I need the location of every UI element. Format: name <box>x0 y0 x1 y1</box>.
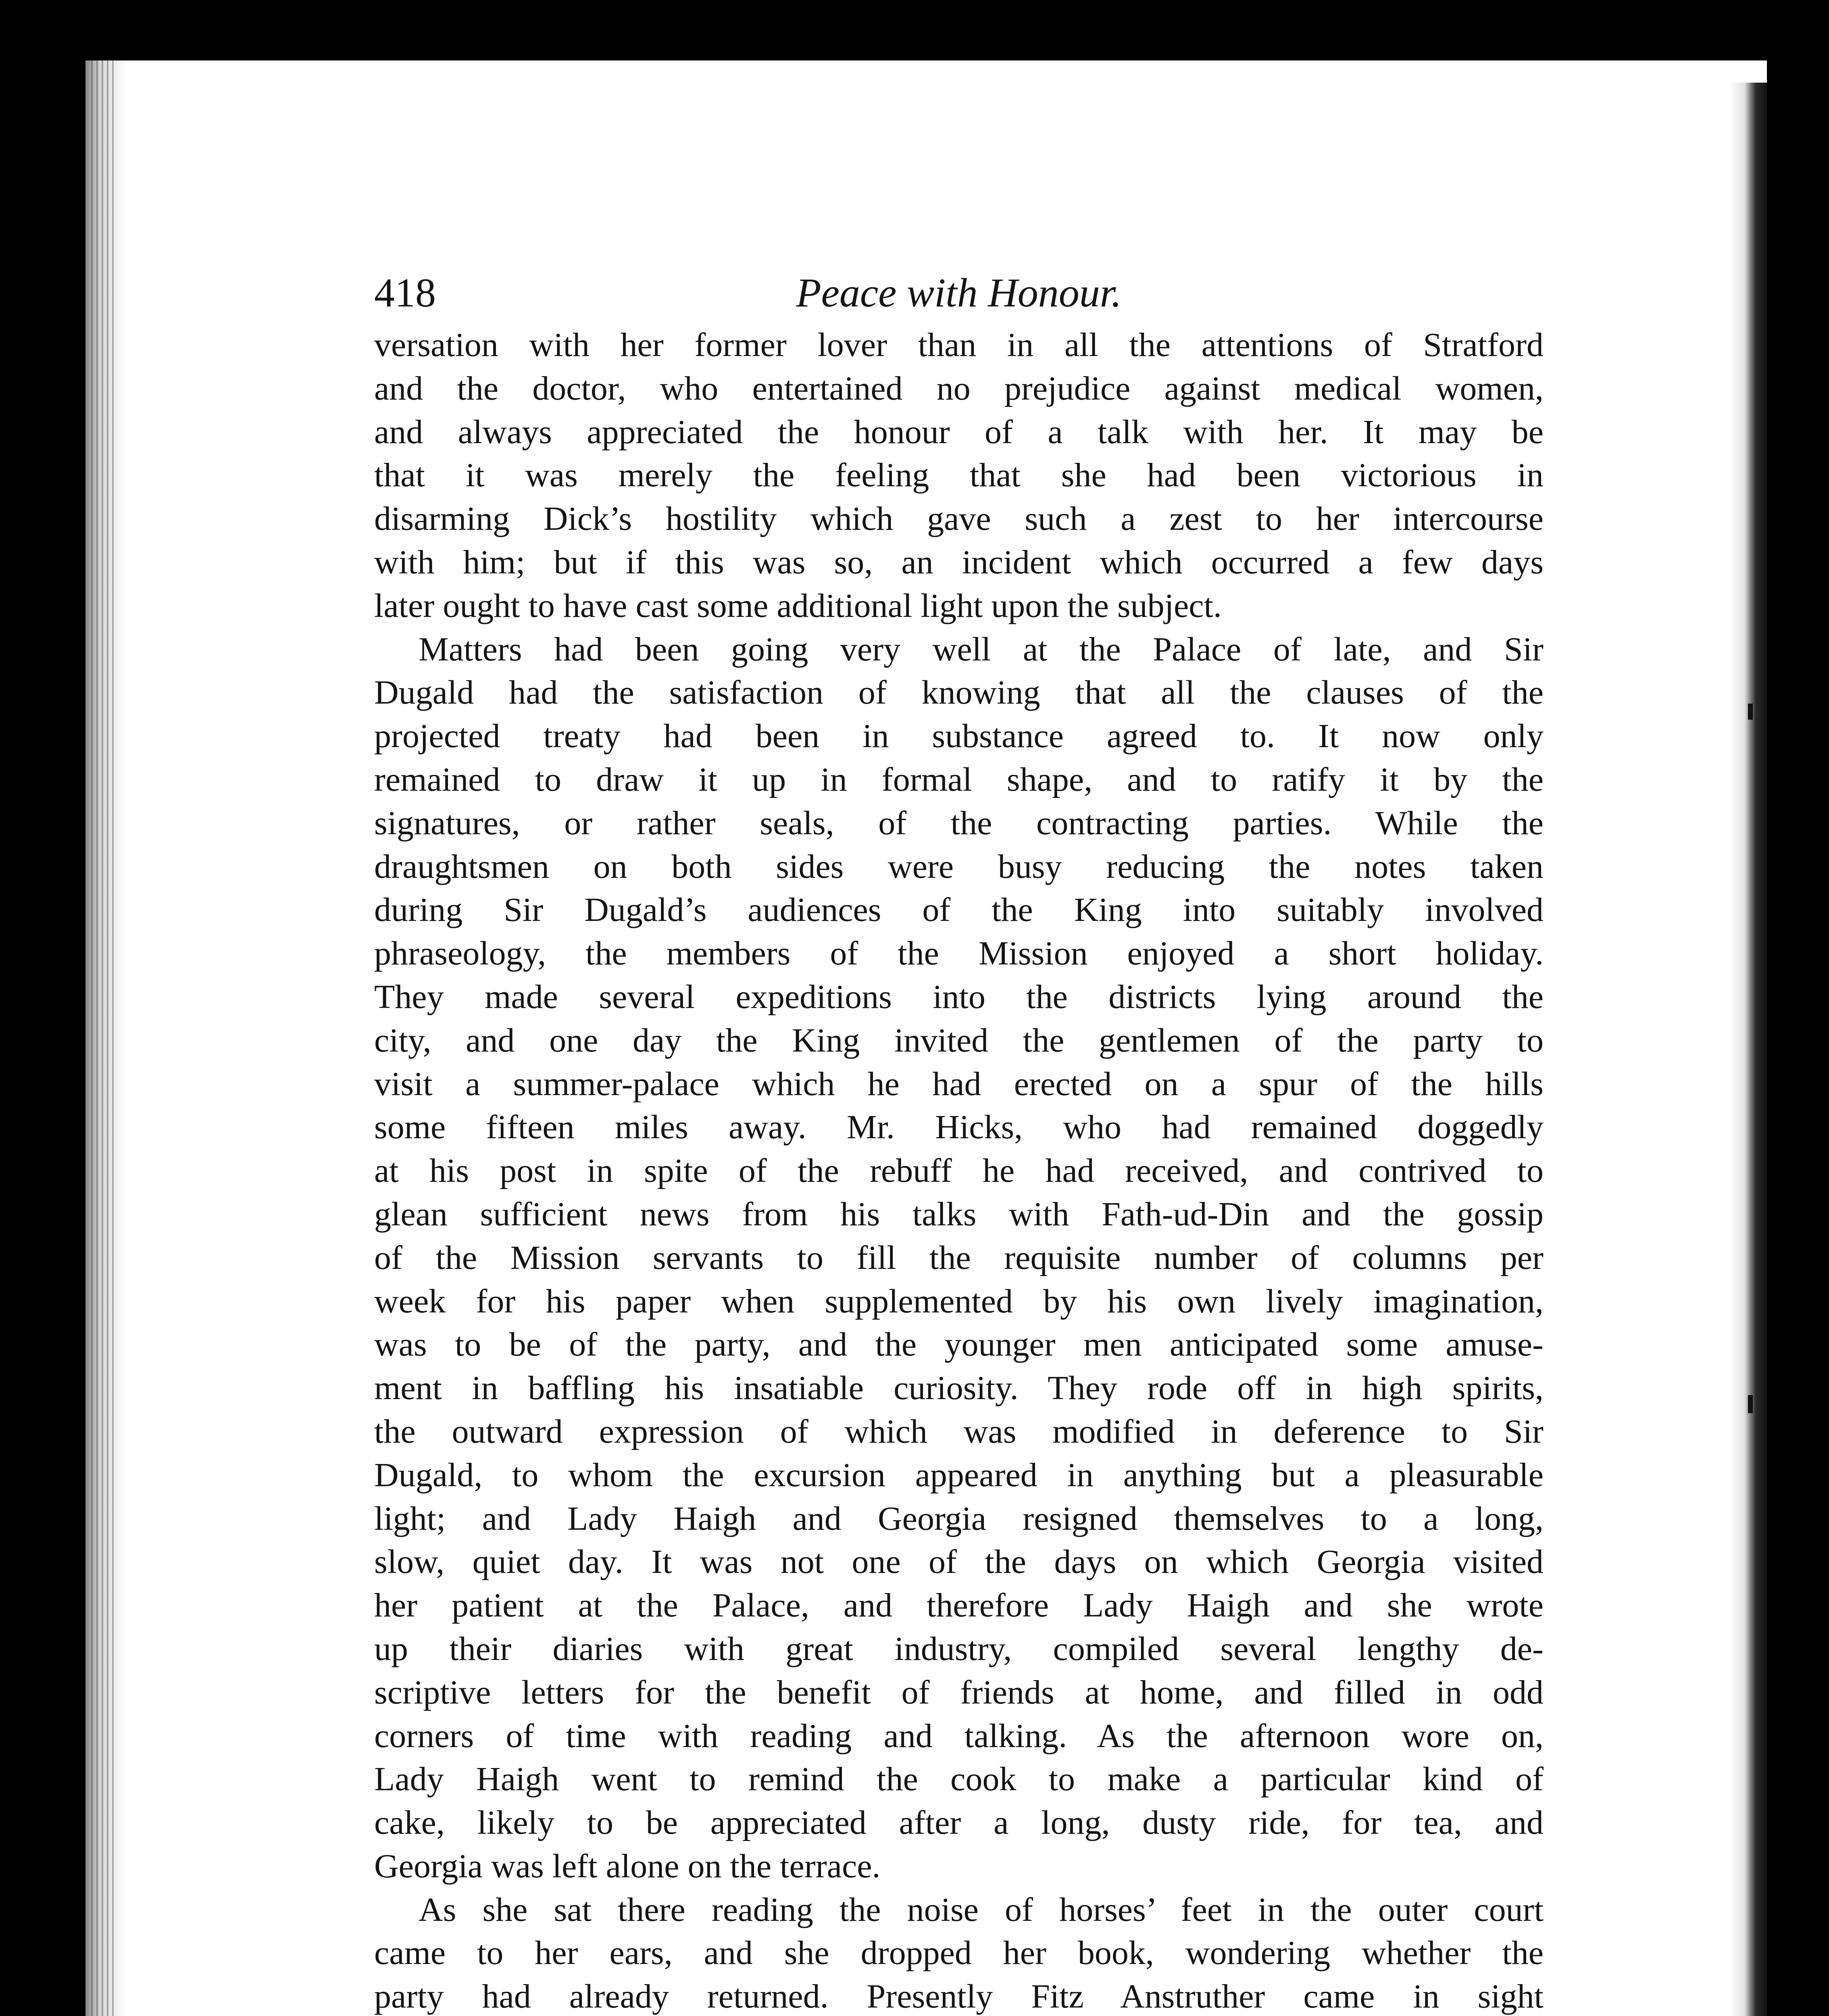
text-line: some fifteen miles away. Mr. Hicks, who had remained doggedly <box>374 1108 1544 1146</box>
page-fore-edge <box>1730 83 1767 2016</box>
text-line: remained to draw it up in formal shape, and to ratify it by the <box>374 760 1544 798</box>
text-line: at his post in spite of the rebuff he had received, and contrived to <box>374 1152 1544 1190</box>
text-line: light; and Lady Haigh and Georgia resigned themselves to a long, <box>374 1500 1544 1537</box>
text-line: and the doctor, who entertained no prejudice against medical women, <box>374 369 1544 407</box>
text-line: Dugald, to whom the excursion appeared in anything but a pleasurable <box>374 1456 1544 1494</box>
text-line: visit a summer-palace which he had erected on a spur of the hills <box>374 1065 1544 1103</box>
text-line: ment in baffling his insatiable curiosity. They rode off in high spirits, <box>374 1369 1544 1407</box>
text-line: party had already returned. Presently Fitz Anstruther came in sight <box>374 1978 1544 2016</box>
text-line: Matters had been going very well at the Palace of late, and Sir <box>419 630 1544 668</box>
text-line: of the Mission servants to fill the requisite number of columns per <box>374 1239 1544 1277</box>
text-line: and always appreciated the honour of a talk with her. It may be <box>374 413 1544 451</box>
text-line: Georgia was left alone on the terrace. <box>374 1847 881 1885</box>
text-line: cake, likely to be appreciated after a long, dusty ride, for tea, and <box>374 1804 1544 1842</box>
text-line: They made several expeditions into the districts lying around the <box>374 978 1544 1016</box>
text-line: phraseology, the members of the Mission enjoyed a short holiday. <box>374 935 1544 973</box>
text-line: versation with her former lover than in all the attentions of Stratford <box>374 326 1544 364</box>
text-line: up their diaries with great industry, compiled several lengthy de- <box>374 1630 1544 1668</box>
fore-edge-mark <box>1748 1395 1753 1413</box>
text-line: Dugald had the satisfaction of knowing that all the clauses of the <box>374 674 1544 712</box>
text-line: disarming Dick’s hostility which gave such a zest to her intercourse <box>374 500 1544 538</box>
text-line: glean sufficient news from his talks with Fath-ud-Din and the gossip <box>374 1195 1544 1233</box>
text-line: that it was merely the feeling that she had been victorious in <box>374 456 1544 494</box>
text-line: the outward expression of which was modified in deference to Sir <box>374 1412 1544 1450</box>
text-line: corners of time with reading and talking. As the afternoon wore on, <box>374 1717 1544 1755</box>
text-line: projected treaty had been in substance agreed to. It now only <box>374 717 1544 755</box>
text-line: was to be of the party, and the younger men anticipated some amuse- <box>374 1326 1544 1364</box>
page-number: 418 <box>374 270 436 316</box>
page-text-block <box>374 263 1544 2016</box>
text-line: later ought to have cast some additional light upon the subject. <box>374 587 1222 625</box>
body-text <box>374 323 1544 2016</box>
text-line: with him; but if this was so, an incident which occurred a few days <box>374 543 1544 581</box>
text-line: her patient at the Palace, and therefore Lady Haigh and she wrote <box>374 1587 1544 1624</box>
text-line: slow, quiet day. It was not one of the days on which Georgia visited <box>374 1543 1544 1581</box>
gutter-binding-lines <box>91 60 115 2016</box>
text-line: scriptive letters for the benefit of friends at home, and filled in odd <box>374 1673 1544 1711</box>
running-head <box>374 263 1544 323</box>
text-line: city, and one day the King invited the gentlemen of the party to <box>374 1021 1544 1059</box>
fore-edge-mark <box>1748 704 1753 720</box>
text-line: during Sir Dugald’s audiences of the King into suitably involved <box>374 891 1544 929</box>
text-line: draughtsmen on both sides were busy reducing the notes taken <box>374 848 1544 885</box>
running-title: Peace with Honour. <box>796 270 1122 316</box>
text-line: week for his paper when supplemented by his own lively imagination, <box>374 1282 1544 1320</box>
text-line: Lady Haigh went to remind the cook to make a particular kind of <box>374 1760 1544 1798</box>
text-line: signatures, or rather seals, of the contracting parties. While the <box>374 804 1544 842</box>
text-line: came to her ears, and she dropped her book, wondering whether the <box>374 1934 1544 1972</box>
text-line: As she sat there reading the noise of horses’ feet in the outer court <box>419 1891 1544 1929</box>
